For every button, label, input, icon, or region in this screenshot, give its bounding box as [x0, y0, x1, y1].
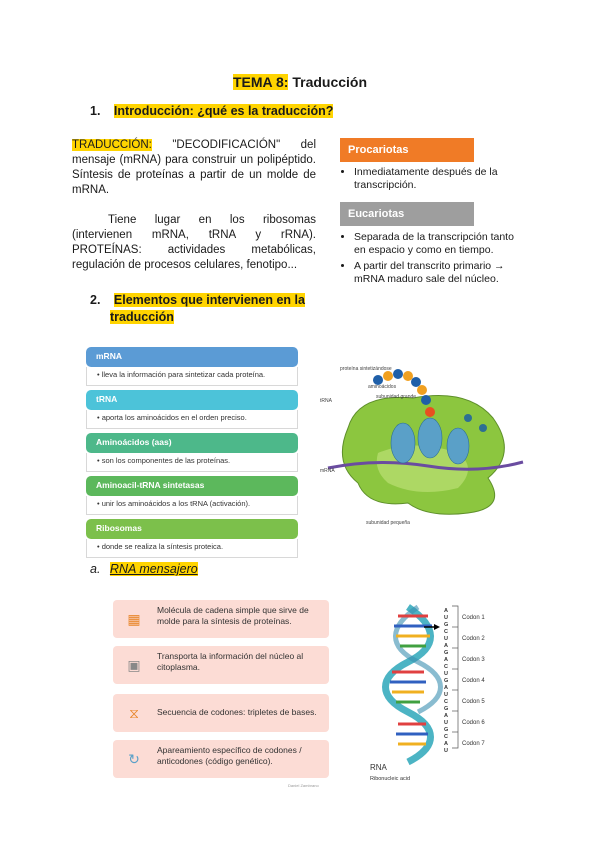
codon-label: Codon 4 — [462, 678, 485, 684]
fig-label: mRNA — [320, 468, 335, 474]
section1-heading — [90, 104, 333, 118]
element-card-aminoacids — [86, 433, 298, 472]
element-title: Aminoácidos (aas) — [86, 433, 298, 453]
base-letter: G — [444, 706, 449, 712]
helix-icon: ⧖ — [129, 705, 139, 721]
fig-label: tRNA — [320, 398, 332, 404]
intro-paragraph-2: Tiene lugar en los ribosomas (intervienen mRNA, tRNA y rRNA). PROTEÍNAS: actividades metabólicas, regulación de procesos celulares, fenotipo... — [72, 214, 316, 271]
rna-label: RNA — [370, 763, 387, 772]
base-letter: A — [444, 713, 448, 719]
element-desc: • donde se realiza la síntesis proteica. — [86, 539, 298, 558]
fig-label: aminoácidos — [368, 384, 397, 390]
fig-label: subunidad pequeña — [366, 520, 410, 526]
codon-label: Codon 5 — [462, 699, 485, 705]
mrna-card — [113, 694, 329, 732]
base-letter: G — [444, 678, 449, 684]
mrna-credit: Daniel Zambrano — [288, 783, 319, 788]
base-letter: C — [444, 734, 448, 740]
element-card-synthetases — [86, 476, 298, 515]
mrna-card — [113, 740, 329, 778]
mrna-card — [113, 600, 329, 638]
base-letter: G — [444, 650, 449, 656]
intro-definition: "DECODIFICACIÓN" del mensaje (mRNA) para construir un polipéptido. Síntesis de proteínas a partir de un molde de mRNA. — [72, 139, 316, 196]
section1-title: Introducción: ¿qué es la traducción? — [113, 104, 334, 118]
base-letter: A — [444, 657, 448, 663]
base-letter: U — [444, 748, 448, 754]
prokaryotes-bullet: • Inmediatamente después de la transcripción. — [354, 166, 504, 191]
mrna-card-text: Apareamiento específico de codones / anticodones (código genético). — [157, 745, 302, 766]
section2-heading — [90, 292, 305, 326]
element-title: tRNA — [86, 390, 298, 410]
base-letter: A — [444, 608, 448, 614]
element-title: mRNA — [86, 347, 298, 367]
eukaryotes-bullet: • A partir del transcrito primario → mRNA maduro sale del núcleo. — [354, 260, 520, 285]
codon-label: Codon 1 — [462, 615, 485, 621]
eukaryotes-box — [340, 202, 474, 226]
base-letter: G — [444, 727, 449, 733]
eukaryotes-bullet: • Separada de la transcripción tanto en espacio y como en tiempo. — [354, 231, 520, 256]
title-rest: Traducción — [288, 74, 368, 90]
element-desc: • son los componentes de las proteínas. — [86, 453, 298, 472]
element-desc: • aporta los aminoácidos en el orden preciso. — [86, 410, 298, 429]
section2-number: 2. — [90, 293, 101, 307]
dna-box-icon: ▦ — [127, 611, 141, 627]
rna-strand-illustration — [368, 602, 518, 784]
prokaryotes-box — [340, 138, 474, 162]
codon-label: Codon 2 — [462, 636, 485, 642]
intro-term: TRADUCCIÓN: — [72, 139, 152, 151]
section2-title-line1: Elementos que intervienen en la — [113, 293, 305, 307]
subsection-a-letter: a. — [90, 562, 101, 576]
base-letter: A — [444, 643, 448, 649]
prokaryotes-list — [340, 166, 504, 195]
element-title: Ribosomas — [86, 519, 298, 539]
mrna-card-text: Molécula de cadena simple que sirve de molde para la síntesis de proteínas. — [157, 605, 309, 626]
base-letter: U — [444, 636, 448, 642]
cycle-icon: ↻ — [128, 751, 140, 767]
fig-label: subunidad grande — [376, 394, 417, 400]
page-title — [0, 74, 600, 90]
base-letter: U — [444, 671, 448, 677]
mrna-card-text: Secuencia de codones: tripletes de bases. — [157, 707, 317, 717]
base-letter: C — [444, 629, 448, 635]
element-card-ribosomes — [86, 519, 298, 558]
title-prefix: TEMA 8: — [232, 74, 289, 90]
subsection-a-title: RNA mensajero — [109, 562, 198, 576]
section1-number: 1. — [90, 104, 101, 118]
base-letter: U — [444, 692, 448, 698]
transport-icon: ▣ — [127, 657, 141, 673]
element-card-trna — [86, 390, 298, 429]
subsection-a-heading — [90, 562, 198, 576]
mrna-card-text: Transporta la información del núcleo al citoplasma. — [157, 651, 304, 672]
eukaryotes-header: Eucariotas — [340, 202, 474, 226]
rna-sublabel: Ribonucleic acid — [370, 776, 411, 782]
base-letter: U — [444, 720, 448, 726]
element-card-mrna — [86, 347, 298, 386]
eukaryotes-list — [340, 231, 520, 289]
base-letter: C — [444, 664, 448, 670]
fig-label: proteína sintetizándose — [340, 366, 392, 372]
codon-label: Codon 6 — [462, 720, 485, 726]
prokaryotes-header: Procariotas — [340, 138, 474, 162]
base-letter: U — [444, 615, 448, 621]
base-letter: A — [444, 741, 448, 747]
elements-list — [86, 347, 298, 558]
element-desc: • unir los aminoácidos a los tRNA (activación). — [86, 496, 298, 515]
base-letter: A — [444, 685, 448, 691]
section2-title-line2: traducción — [110, 310, 174, 324]
ribosome-illustration — [318, 358, 528, 528]
codon-label: Codon 7 — [462, 741, 485, 747]
codon-label: Codon 3 — [462, 657, 485, 663]
base-letter: G — [444, 622, 449, 628]
base-letter: C — [444, 699, 448, 705]
mrna-card — [113, 646, 329, 684]
element-desc: • lleva la información para sintetizar cada proteína. — [86, 367, 298, 386]
element-title: Aminoacil-tRNA sintetasas — [86, 476, 298, 496]
intro-paragraph-1 — [72, 138, 316, 198]
